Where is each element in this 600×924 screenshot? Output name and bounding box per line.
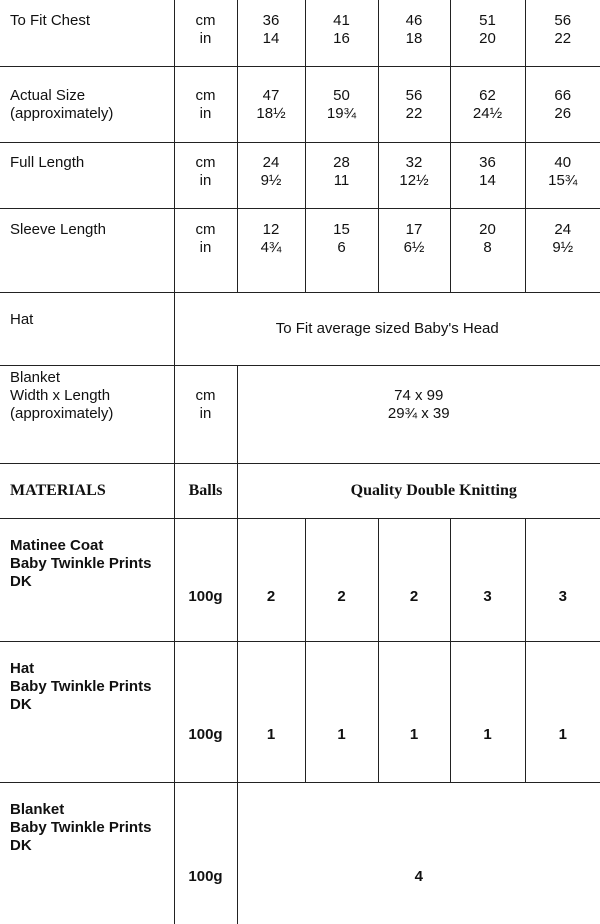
blanket-label (0, 366, 174, 464)
value-in: 16 (306, 30, 378, 48)
hat-fit-text: To Fit average sized Baby's Head (276, 320, 499, 337)
value-in: 6½ (379, 239, 450, 257)
sleeve-length-row (0, 209, 600, 293)
value-in: 6 (306, 239, 378, 257)
sleeve-length-1 (237, 209, 305, 293)
actual-size-5 (525, 67, 600, 143)
unit-in: in (175, 239, 237, 257)
sleeve-length-3 (378, 209, 450, 293)
chest-label (0, 0, 174, 67)
balls-heading-text: Balls (189, 482, 223, 499)
sleeve-length-label (0, 209, 174, 293)
yarn-name: Baby Twinkle Prints (10, 555, 174, 573)
value-in: 15¾ (526, 172, 600, 190)
ball-count: 1 (337, 726, 345, 743)
value-in: 14 (238, 30, 305, 48)
chest-size-4 (450, 0, 525, 67)
blanket-materials-row (0, 783, 600, 924)
value-in: 22 (526, 30, 600, 48)
matinee-coat-ball-weight (174, 519, 237, 642)
value-cm: 66 (526, 87, 600, 105)
ball-weight-text: 100g (188, 868, 222, 885)
label-line: (approximately) (10, 105, 174, 123)
full-length-4 (450, 143, 525, 209)
unit-in: in (175, 30, 237, 48)
value-cm: 74 x 99 (238, 387, 600, 405)
full-length-label (0, 143, 174, 209)
value-in: 9½ (526, 239, 600, 257)
value-cm: 24 (526, 221, 600, 239)
hat-balls-size-1 (237, 642, 305, 783)
ball-count: 1 (267, 726, 275, 743)
unit-in: in (175, 405, 237, 423)
value-in: 22 (379, 105, 450, 123)
full-length-5 (525, 143, 600, 209)
sleeve-length-2 (305, 209, 378, 293)
value-in: 24½ (451, 105, 525, 123)
value-cm: 17 (379, 221, 450, 239)
full-length-1 (237, 143, 305, 209)
ball-count: 1 (559, 726, 567, 743)
actual-size-2 (305, 67, 378, 143)
matinee-coat-balls-size-5 (525, 519, 600, 642)
hat-balls-size-4 (450, 642, 525, 783)
value-cm: 50 (306, 87, 378, 105)
full-length-3 (378, 143, 450, 209)
ball-weight-text: 100g (188, 726, 222, 743)
chest-size-3 (378, 0, 450, 67)
ball-count: 4 (415, 868, 423, 885)
hat-balls-size-3 (378, 642, 450, 783)
value-cm: 56 (379, 87, 450, 105)
actual-size-4 (450, 67, 525, 143)
value-in: 18 (379, 30, 450, 48)
hat-label-text: Hat (10, 311, 33, 328)
value-cm: 32 (379, 154, 450, 172)
value-in: 14 (451, 172, 525, 190)
matinee-coat-balls-size-2 (305, 519, 378, 642)
full-length-row (0, 143, 600, 209)
actual-size-label (0, 67, 174, 143)
materials-heading-text: MATERIALS (10, 482, 106, 499)
yarn-weight-type: DK (10, 696, 174, 714)
yarn-weight-type: DK (10, 837, 174, 855)
yarn-name: Baby Twinkle Prints (10, 819, 174, 837)
value-in: 4¾ (238, 239, 305, 257)
value-cm: 41 (306, 12, 378, 30)
balls-heading (174, 464, 237, 519)
matinee-coat-yarn-label (0, 519, 174, 642)
yarn-name: Baby Twinkle Prints (10, 678, 174, 696)
matinee-coat-materials-row (0, 519, 600, 642)
blanket-yarn-label (0, 783, 174, 924)
unit-cm: cm (175, 87, 237, 105)
actual-size-unit (174, 67, 237, 143)
quality-heading (237, 464, 600, 519)
blanket-unit (174, 366, 237, 464)
blanket-size (237, 366, 600, 464)
value-in: 12½ (379, 172, 450, 190)
ball-count: 1 (410, 726, 418, 743)
matinee-coat-balls-size-1 (237, 519, 305, 642)
hat-balls-size-2 (305, 642, 378, 783)
unit-in: in (175, 105, 237, 123)
value-cm: 51 (451, 12, 525, 30)
value-cm: 46 (379, 12, 450, 30)
value-in: 18½ (238, 105, 305, 123)
unit-cm: cm (175, 387, 237, 405)
value-cm: 12 (238, 221, 305, 239)
ball-count: 2 (267, 588, 275, 605)
label-line: Width x Length (10, 387, 174, 405)
sleeve-length-label-text: Sleeve Length (10, 221, 106, 238)
item-name: Blanket (10, 801, 174, 819)
unit-cm: cm (175, 12, 237, 30)
full-length-label-text: Full Length (10, 154, 84, 171)
blanket-ball-weight (174, 783, 237, 924)
unit-cm: cm (175, 221, 237, 239)
ball-weight-text: 100g (188, 588, 222, 605)
ball-count: 1 (483, 726, 491, 743)
chest-label-text: To Fit Chest (10, 12, 90, 29)
sleeve-length-unit (174, 209, 237, 293)
sleeve-length-5 (525, 209, 600, 293)
value-cm: 28 (306, 154, 378, 172)
value-in: 29¾ x 39 (238, 405, 600, 423)
value-in: 26 (526, 105, 600, 123)
hat-materials-row (0, 642, 600, 783)
chest-size-2 (305, 0, 378, 67)
materials-heading-row (0, 464, 600, 519)
matinee-coat-balls-size-4 (450, 519, 525, 642)
materials-heading (0, 464, 174, 519)
hat-label (0, 293, 174, 366)
unit-cm: cm (175, 154, 237, 172)
value-in: 19¾ (306, 105, 378, 123)
ball-count: 2 (410, 588, 418, 605)
blanket-balls-all-sizes (237, 783, 600, 924)
value-in: 8 (451, 239, 525, 257)
value-in: 11 (306, 172, 378, 190)
value-cm: 24 (238, 154, 305, 172)
hat-row (0, 293, 600, 366)
label-line: (approximately) (10, 405, 174, 423)
value-cm: 62 (451, 87, 525, 105)
unit-in: in (175, 172, 237, 190)
ball-count: 3 (483, 588, 491, 605)
ball-count: 2 (337, 588, 345, 605)
chest-size-1 (237, 0, 305, 67)
value-cm: 56 (526, 12, 600, 30)
full-length-2 (305, 143, 378, 209)
yarn-weight-type: DK (10, 573, 174, 591)
actual-size-1 (237, 67, 305, 143)
label-line: Actual Size (10, 87, 174, 105)
value-cm: 15 (306, 221, 378, 239)
item-name: Matinee Coat (10, 537, 174, 555)
full-length-unit (174, 143, 237, 209)
matinee-coat-balls-size-3 (378, 519, 450, 642)
value-in: 9½ (238, 172, 305, 190)
ball-count: 3 (559, 588, 567, 605)
value-cm: 20 (451, 221, 525, 239)
value-in: 20 (451, 30, 525, 48)
chest-row (0, 0, 600, 67)
chest-size-5 (525, 0, 600, 67)
value-cm: 40 (526, 154, 600, 172)
quality-heading-text: Quality Double Knitting (351, 482, 517, 499)
hat-balls-size-5 (525, 642, 600, 783)
actual-size-row (0, 67, 600, 143)
item-name: Hat (10, 660, 174, 678)
hat-ball-weight (174, 642, 237, 783)
hat-yarn-label (0, 642, 174, 783)
label-line: Blanket (10, 369, 174, 387)
value-cm: 36 (238, 12, 305, 30)
actual-size-3 (378, 67, 450, 143)
hat-fit-description (174, 293, 600, 366)
value-cm: 47 (238, 87, 305, 105)
value-cm: 36 (451, 154, 525, 172)
chest-unit (174, 0, 237, 67)
sleeve-length-4 (450, 209, 525, 293)
blanket-row (0, 366, 600, 464)
